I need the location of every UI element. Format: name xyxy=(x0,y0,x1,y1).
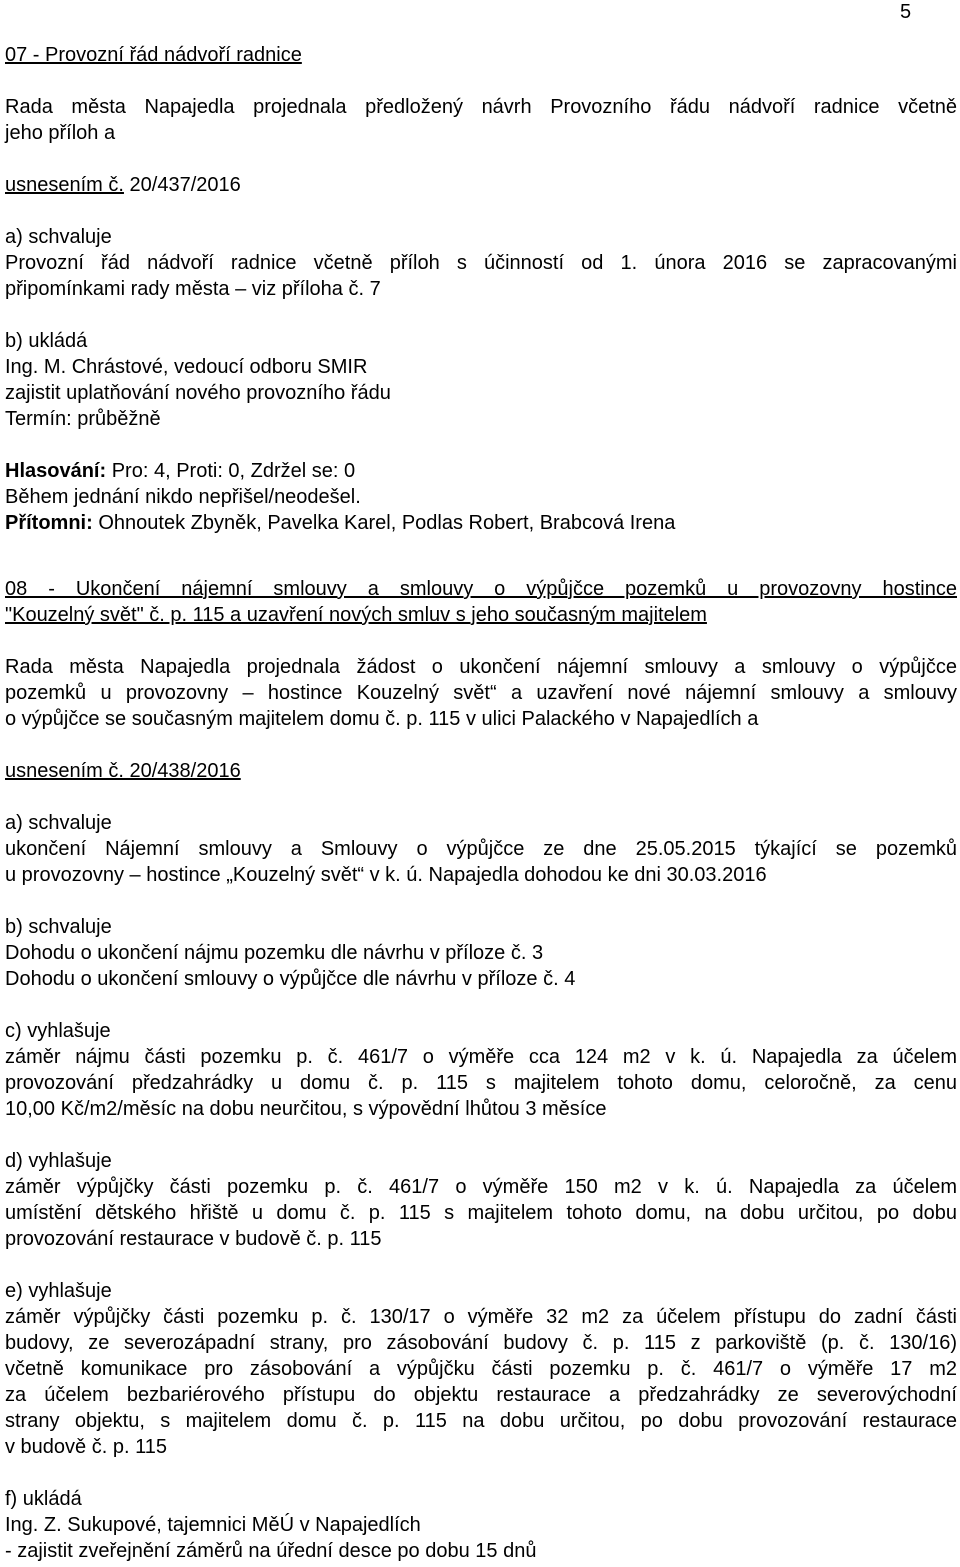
section-08-e-line-4: za účelem bezbariérového přístupu do objektu restaurace a předzahrádky ze severovýchodní xyxy=(5,1384,957,1406)
section-08-e-line-3: včetně komunikace pro zásobování a výpůjčku části pozemku p. č. 461/7 o výměře 17 m2 xyxy=(5,1358,957,1380)
section-07-b-label: b) ukládá xyxy=(5,330,88,352)
section-08-intro-line-1: Rada města Napajedla projednala žádost o ukončení nájemní smlouvy a smlouvy o výpůjčce xyxy=(5,656,957,678)
section-08-d-line-1: záměr výpůjčky části pozemku p. č. 461/7 o výměře 150 m2 v k. ú. Napajedla za účelem xyxy=(5,1176,957,1198)
minutes-page xyxy=(5,42,957,1564)
section-08-e-line-5: strany objektu, s majitelem domu č. p. 115 na dobu určitou, po dobu provozování restaurace xyxy=(5,1410,957,1432)
section-07-a-line-1: Provozní řád nádvoří radnice včetně příloh s účinností od 1. února 2016 se zapracovanými xyxy=(5,252,957,274)
section-07-b-line-2: zajistit uplatňování nového provozního řádu xyxy=(5,382,391,404)
section-07-resolution xyxy=(5,172,957,198)
section-07-b-line-1: Ing. M. Chrástové, vedoucí odboru SMIR xyxy=(5,356,368,378)
section-08-f-line-2: - zajistit zveřejnění záměrů na úřední desce po dobu 15 dnů xyxy=(5,1540,537,1562)
section-08-b-line-1: Dohodu o ukončení nájmu pozemku dle návrhu v příloze č. 3 xyxy=(5,942,544,964)
vote-result xyxy=(5,458,957,484)
section-08-e-line-1: záměr výpůjčky části pozemku p. č. 130/17 o výměře 32 m2 za účelem přístupu do zadní části xyxy=(5,1306,957,1328)
section-08-b-label: b) schvaluje xyxy=(5,916,112,938)
page-number: 5 xyxy=(900,1,912,23)
section-08-e-label: e) vyhlašuje xyxy=(5,1280,112,1302)
section-08-b-line-2: Dohodu o ukončení smlouvy o výpůjčce dle návrhu v příloze č. 4 xyxy=(5,968,576,990)
section-07-b-line-3: Termín: průběžně xyxy=(5,408,161,430)
section-08-a-line-1: ukončení Nájemní smlouvy a Smlouvy o výpůjčce ze dne 25.05.2015 týkající se pozemků xyxy=(5,838,957,860)
section-08-d-line-2: umístění dětského hřiště u domu č. p. 115 s majitelem tohoto domu, na dobu určitou, po dobu xyxy=(5,1202,957,1224)
section-08-e-line-6: v budově č. p. 115 xyxy=(5,1436,167,1458)
present-label: Přítomni: xyxy=(5,512,93,534)
section-08-heading-line-2: "Kouzelný svět" č. p. 115 a uzavření nových smluv s jeho současným majitelem xyxy=(5,604,707,626)
section-08-resolution: usnesením č. 20/438/2016 xyxy=(5,760,241,782)
section-08-f-label: f) ukládá xyxy=(5,1488,82,1510)
section-08-e-line-2: budovy, ze severozápadní strany, pro zásobování budovy č. p. 115 z parkoviště (p. č. 130/16) xyxy=(5,1332,957,1354)
section-08-heading-line-1: 08 - Ukončení nájemní smlouvy a smlouvy o výpůjčce pozemků u provozovny hostince xyxy=(5,578,957,600)
section-08-a-label: a) schvaluje xyxy=(5,812,112,834)
present-value: Ohnoutek Zbyněk, Pavelka Karel, Podlas Robert, Brabcová Irena xyxy=(98,512,676,534)
section-07-a-line-2: připomínkami rady města – viz příloha č. 7 xyxy=(5,278,381,300)
section-08-c-line-3: 10,00 Kč/m2/měsíc na dobu neurčitou, s výpovědní lhůtou 3 měsíce xyxy=(5,1098,607,1120)
present-members xyxy=(5,510,957,536)
section-07-a-label: a) schvaluje xyxy=(5,226,112,248)
vote-label: Hlasování: xyxy=(5,460,107,482)
section-08-a-line-2: u provozovny – hostince „Kouzelný svět“ v k. ú. Napajedla dohodou ke dni 30.03.2016 xyxy=(5,864,767,886)
section-07-intro-line-2: jeho příloh a xyxy=(5,122,116,144)
section-08-c-label: c) vyhlašuje xyxy=(5,1020,111,1042)
resolution-prefix: usnesením č. xyxy=(5,174,124,196)
section-08-c-line-2: provozování předzahrádky u domu č. p. 115 s majitelem tohoto domu, celoročně, za cenu xyxy=(5,1072,957,1094)
section-07-heading: 07 - Provozní řád nádvoří radnice xyxy=(5,44,302,66)
section-08-intro-line-3: o výpůjčce se současným majitelem domu č. p. 115 v ulici Palackého v Napajedlích a xyxy=(5,708,759,730)
absence-note: Během jednání nikdo nepřišel/neodešel. xyxy=(5,486,361,508)
section-08-intro-line-2: pozemků u provozovny – hostince Kouzelný svět“ a uzavření nové nájemní smlouvy a smlouvy xyxy=(5,682,957,704)
vote-value: Pro: 4, Proti: 0, Zdržel se: 0 xyxy=(111,460,356,482)
section-08-d-label: d) vyhlašuje xyxy=(5,1150,112,1172)
section-08-d-line-3: provozování restaurace v budově č. p. 115 xyxy=(5,1228,382,1250)
section-07-intro-line-1: Rada města Napajedla projednala předložený návrh Provozního řádu nádvoří radnice včetně xyxy=(5,96,957,118)
section-08-c-line-1: záměr nájmu části pozemku p. č. 461/7 o výměře cca 124 m2 v k. ú. Napajedla za účelem xyxy=(5,1046,957,1068)
resolution-number: 20/437/2016 xyxy=(129,174,241,196)
section-08-f-line-1: Ing. Z. Sukupové, tajemnici MěÚ v Napajedlích xyxy=(5,1514,421,1536)
